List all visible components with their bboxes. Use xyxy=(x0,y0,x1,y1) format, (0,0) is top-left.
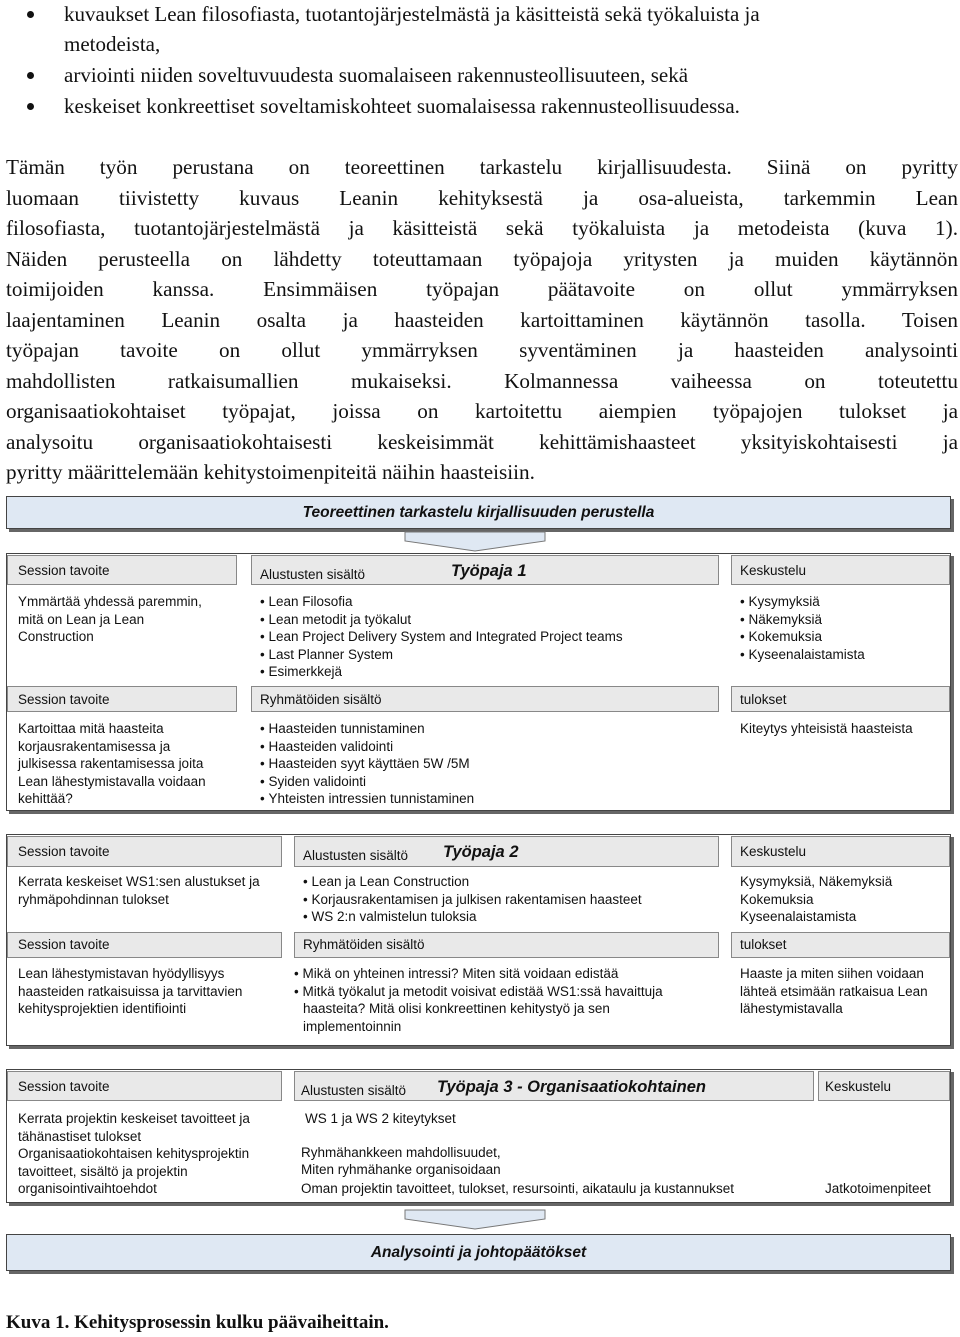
list-item: • Haasteiden syyt käyttäen 5W /5M xyxy=(260,755,474,773)
workshop-3-box xyxy=(6,1069,951,1203)
paragraph-line: laajentaminen Leanin osalta ja haasteiden kartoittaminen käytännön tasolla. Toisen xyxy=(6,307,958,332)
goal-line: Lean lähestymistavalla voidaan xyxy=(18,774,206,789)
goal-line: Lean lähestymistavan hyödyllisyys xyxy=(18,966,225,981)
theory-stage-title: Teoreettinen tarkastelu kirjallisuuden perustella xyxy=(302,503,655,521)
body-paragraph xyxy=(6,152,958,488)
content-line: Ryhmähankkeen mahdollisuudet, xyxy=(301,1145,501,1160)
paragraph-line: pyritty määrittelemään kehitystoimenpiteitä näihin haasteisiin. xyxy=(6,460,535,484)
group-work-list xyxy=(294,965,663,1000)
goal-line: tavoitteet, sisältö ja projektin xyxy=(18,1164,188,1179)
analysis-stage-bar xyxy=(6,1234,951,1271)
paragraph-line: organisaatiokohtaiset työpajat, joissa on kartoitettu aiempien työpajojen tulokset ja xyxy=(6,399,958,423)
group-work-list xyxy=(260,720,474,808)
goal-line: Kerrata keskeiset WS1:sen alustukset ja xyxy=(18,874,260,889)
intro-bullet-item: kuvaukset Lean filosofiasta, tuotantojärjestelmästä ja käsitteistä sekä työkaluista ja xyxy=(64,0,954,29)
results-header: tulokset xyxy=(740,692,787,707)
workshop-2-box xyxy=(6,834,951,1046)
paragraph-line: mahdollisten ratkaisumallien mukaiseksi. Kolmannessa vaiheessa on toteutettu xyxy=(6,368,958,393)
bullet-dot-icon xyxy=(27,103,34,110)
list-item: • Lean Filosofia xyxy=(260,593,623,611)
goal-line: ryhmäpohdinnan tulokset xyxy=(18,892,169,907)
paragraph-line: työpajan tavoite on ollut ymmärryksen syventäminen ja haasteiden analysointi xyxy=(6,338,958,362)
discussion-header: Keskustelu xyxy=(740,844,807,859)
discussion-header: Keskustelu xyxy=(740,563,807,578)
results-text: Kiteytys yhteisistä haasteista xyxy=(740,721,913,736)
bullet-dot-icon xyxy=(27,72,34,79)
session-goal-header: Session tavoite xyxy=(18,844,110,859)
results-line: lähestymistavalla xyxy=(740,1001,843,1016)
workshop-1-title: Työpaja 1 xyxy=(451,562,527,580)
paragraph-line: toimijoiden kanssa. Ensimmäisen työpajan päätavoite on ollut ymmärryksen xyxy=(6,277,958,301)
goal-line: korjausrakentamisessa ja xyxy=(18,739,171,754)
discussion-line: Kysymyksiä, Näkemyksiä xyxy=(740,874,893,889)
list-item: • Korjausrakentamisen ja julkisen rakentamisen haasteet xyxy=(303,891,642,909)
content-list xyxy=(303,873,642,926)
paragraph-line: Näiden perusteella on lähdetty toteuttamaan työpajoja yritysten ja muiden käytännön xyxy=(6,246,958,271)
list-item: • Esimerkkejä xyxy=(260,663,623,681)
paragraph-line: filosofiasta, tuotantojärjestelmästä ja käsitteistä sekä työkaluista ja metodeista (kuva 1). xyxy=(6,216,958,240)
list-item: • Haasteiden tunnistaminen xyxy=(260,720,474,738)
content-list xyxy=(260,593,623,681)
content-line: Oman projektin tavoitteet, tulokset, resursointi, aikataulu ja kustannukset xyxy=(301,1181,734,1196)
paragraph-line: luomaan tiivistetty kuvaus Leanin kehityksestä ja osa-alueista, tarkemmin Lean xyxy=(6,185,958,210)
goal-line: mitä on Lean ja Lean xyxy=(18,612,145,627)
list-item: • Näkemyksiä xyxy=(740,611,865,629)
down-arrow-icon xyxy=(400,531,550,553)
session-goal-header: Session tavoite xyxy=(18,563,110,578)
list-item: • Haasteiden validointi xyxy=(260,738,474,756)
list-item: • Yhteisten intressien tunnistaminen xyxy=(260,790,474,808)
bullet-dot-icon xyxy=(27,11,34,18)
goal-line: kehittää? xyxy=(18,791,73,806)
discussion-list xyxy=(740,593,865,663)
intro-bullet-continuation: metodeista, xyxy=(64,32,161,56)
session-goal-header: Session tavoite xyxy=(18,937,110,952)
goal-line: Organisaatiokohtaisen kehitysprojektin xyxy=(18,1146,250,1161)
list-item-continuation: haasteita? Mitä olisi konkreettinen kehitystyö ja sen xyxy=(303,1001,610,1016)
discussion-header: Keskustelu xyxy=(825,1079,892,1094)
down-arrow-icon xyxy=(400,1209,550,1231)
paragraph-line: Tämän työn perustana on teoreettinen tarkastelu kirjallisuudesta. Siinä on pyritty xyxy=(6,155,958,179)
goal-line: Ymmärtää yhdessä paremmin, xyxy=(18,594,202,609)
list-item: • Lean metodit ja työkalut xyxy=(260,611,623,629)
content-line: WS 1 ja WS 2 kiteytykset xyxy=(305,1111,456,1126)
goal-line: kehitysprojektien identifiointi xyxy=(18,1001,187,1016)
list-item: • Mitkä työkalut ja metodit voisivat edistää WS1:ssä havaittuja xyxy=(294,983,663,1001)
theory-stage-bar xyxy=(6,496,951,529)
paragraph-line: analysoitu organisaatiokohtaisesti keskeisimmät kehittämishaasteet yksityiskohtaisesti ja xyxy=(6,429,958,454)
intro-bullet-item: keskeiset konkreettiset soveltamiskohteet suomalaisessa rakennusteollisuudessa. xyxy=(64,91,954,121)
goal-line: tähänastiset tulokset xyxy=(18,1129,142,1144)
list-item: • Lean Project Delivery System and Integrated Project teams xyxy=(260,628,623,646)
workshop-2-title: Työpaja 2 xyxy=(443,843,519,861)
content-header: Alustusten sisältö xyxy=(260,567,366,582)
goal-line: organisointivaihtoehdot xyxy=(18,1181,157,1196)
list-item: • Kyseenalaistamista xyxy=(740,646,865,664)
session-goal-header: Session tavoite xyxy=(18,1079,110,1094)
content-line: Miten ryhmähanke organisoidaan xyxy=(301,1162,501,1177)
group-work-header: Ryhmätöiden sisältö xyxy=(303,937,425,952)
workshop-3-title: Työpaja 3 - Organisaatiokohtainen xyxy=(437,1078,706,1096)
list-item: • Lean ja Lean Construction xyxy=(303,873,642,891)
list-item: • Kokemuksia xyxy=(740,628,865,646)
workshop-1-box xyxy=(6,553,951,811)
group-work-header: Ryhmätöiden sisältö xyxy=(260,692,382,707)
discussion-line: Kokemuksia xyxy=(740,892,814,907)
list-item: • Syiden validointi xyxy=(260,773,474,791)
results-line: lähteä etsimään ratkaisua Lean xyxy=(740,984,928,999)
goal-line: haasteiden ratkaisuissa ja tarvittavien xyxy=(18,984,243,999)
next-steps-text: Jatkotoimenpiteet xyxy=(825,1181,931,1196)
results-line: Haaste ja miten siihen voidaan xyxy=(740,966,924,981)
goal-line: julkisessa rakentamisessa joita xyxy=(18,756,204,771)
list-item: • WS 2:n valmistelun tuloksia xyxy=(303,908,642,926)
content-header: Alustusten sisältö xyxy=(301,1083,407,1098)
intro-bullet-item: arviointi niiden soveltuvuudesta suomalaiseen rakennusteollisuuteen, sekä xyxy=(64,60,954,90)
content-header: Alustusten sisältö xyxy=(303,848,409,863)
list-item: • Last Planner System xyxy=(260,646,623,664)
goal-line: Kerrata projektin keskeiset tavoitteet ja xyxy=(18,1111,250,1126)
session-goal-header: Session tavoite xyxy=(18,692,110,707)
list-item: • Kysymyksiä xyxy=(740,593,865,611)
list-item-continuation: implementoinnin xyxy=(303,1019,402,1034)
discussion-line: Kyseenalaistamista xyxy=(740,909,857,924)
list-item: • Mikä on yhteinen intressi? Miten sitä voidaan edistää xyxy=(294,965,663,983)
figure-caption: Kuva 1. Kehitysprosessin kulku päävaiheittain. xyxy=(6,1312,389,1333)
analysis-stage-title: Analysointi ja johtopäätökset xyxy=(370,1243,587,1261)
goal-line: Kartoittaa mitä haasteita xyxy=(18,721,164,736)
goal-line: Construction xyxy=(18,629,94,644)
results-header: tulokset xyxy=(740,937,787,952)
